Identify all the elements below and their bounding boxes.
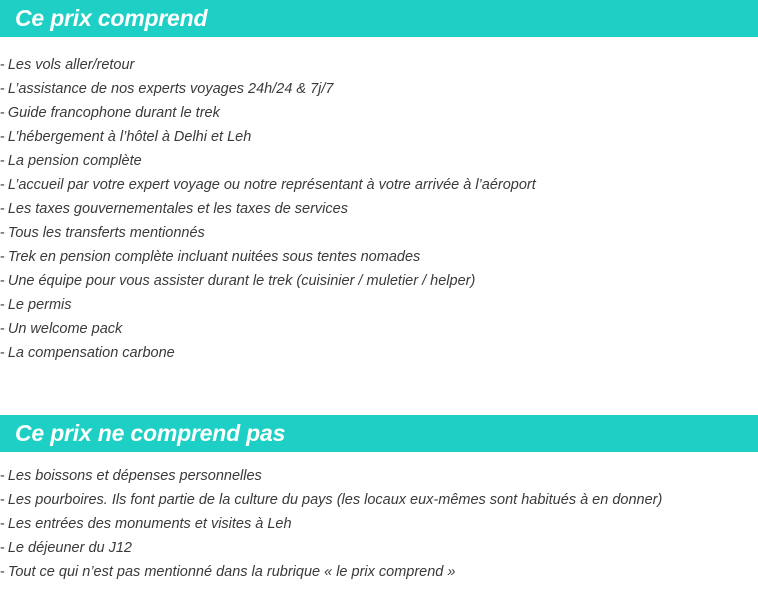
list-item xyxy=(0,151,536,175)
bullet-dash: - xyxy=(0,273,5,289)
bullet-dash: - xyxy=(0,81,5,97)
bullet-dash: - xyxy=(0,225,5,241)
list-item xyxy=(0,247,536,271)
bullet-dash: - xyxy=(0,345,5,361)
list-item-text: Tout ce qui n’est pas mentionné dans la rubrique « le prix comprend » xyxy=(7,564,456,580)
list-item xyxy=(0,295,536,319)
list-item xyxy=(0,103,536,127)
excludes-section-header xyxy=(0,415,758,452)
list-item-text: La compensation carbone xyxy=(7,345,175,361)
list-item-text: Le permis xyxy=(7,297,72,313)
bullet-dash: - xyxy=(0,468,5,484)
list-item-text: Trek en pension complète incluant nuitées sous tentes nomades xyxy=(7,249,421,265)
list-item xyxy=(0,223,536,247)
bullet-dash: - xyxy=(0,177,5,193)
bullet-dash: - xyxy=(0,321,5,337)
list-item-text: L’accueil par votre expert voyage ou notre représentant à votre arrivée à l’aéroport xyxy=(7,177,536,193)
bullet-dash: - xyxy=(0,516,5,532)
list-item xyxy=(0,55,536,79)
bullet-dash: - xyxy=(0,153,5,169)
list-item xyxy=(0,343,536,367)
list-item-text: L’assistance de nos experts voyages 24h/24 & 7j/7 xyxy=(7,81,334,97)
list-item xyxy=(0,319,536,343)
list-item xyxy=(0,562,662,586)
excludes-section-title: Ce prix ne comprend pas xyxy=(15,420,286,446)
list-item-text: Les vols aller/retour xyxy=(7,57,135,73)
includes-list xyxy=(0,55,536,367)
excludes-list xyxy=(0,466,662,586)
list-item xyxy=(0,514,662,538)
list-item-text: Les pourboires. Ils font partie de la culture du pays (les locaux eux-mêmes sont habitués à en donner) xyxy=(7,492,663,508)
list-item-text: L’hébergement à l’hôtel à Delhi et Leh xyxy=(7,129,252,145)
list-item xyxy=(0,175,536,199)
bullet-dash: - xyxy=(0,540,5,556)
list-item-text: Le déjeuner du J12 xyxy=(7,540,132,556)
list-item xyxy=(0,466,662,490)
list-item-text: La pension complète xyxy=(7,153,142,169)
list-item-text: Un welcome pack xyxy=(7,321,123,337)
list-item-text: Les boissons et dépenses personnelles xyxy=(7,468,262,484)
bullet-dash: - xyxy=(0,249,5,265)
bullet-dash: - xyxy=(0,201,5,217)
list-item-text: Une équipe pour vous assister durant le trek (cuisinier / muletier / helper) xyxy=(7,273,476,289)
list-item xyxy=(0,490,662,514)
bullet-dash: - xyxy=(0,564,5,580)
list-item xyxy=(0,127,536,151)
list-item xyxy=(0,79,536,103)
list-item xyxy=(0,271,536,295)
bullet-dash: - xyxy=(0,105,5,121)
includes-section-header xyxy=(0,0,758,37)
list-item-text: Guide francophone durant le trek xyxy=(7,105,220,121)
bullet-dash: - xyxy=(0,297,5,313)
list-item-text: Les entrées des monuments et visites à Leh xyxy=(7,516,292,532)
includes-section-title: Ce prix comprend xyxy=(15,5,208,31)
bullet-dash: - xyxy=(0,57,5,73)
list-item-text: Tous les transferts mentionnés xyxy=(7,225,205,241)
list-item-text: Les taxes gouvernementales et les taxes de services xyxy=(7,201,348,217)
bullet-dash: - xyxy=(0,129,5,145)
bullet-dash: - xyxy=(0,492,5,508)
list-item xyxy=(0,538,662,562)
list-item xyxy=(0,199,536,223)
